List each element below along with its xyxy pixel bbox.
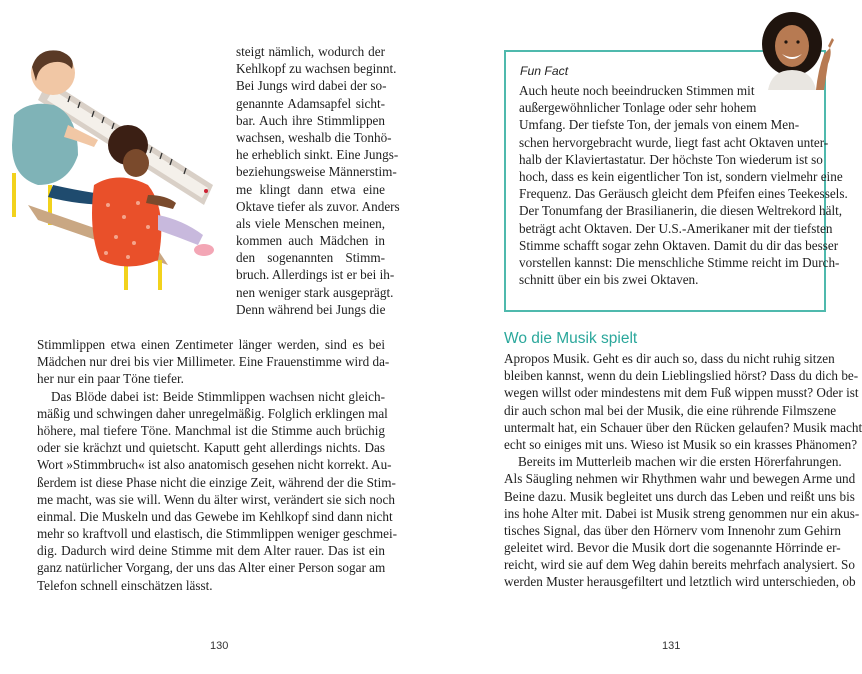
page-number: 130	[210, 640, 229, 652]
text-line: ßerdem ist diese Phase nicht die einzige Zeit, während der die Stim-	[37, 474, 396, 490]
text-line: steigt nämlich, wodurch der	[236, 44, 385, 59]
text-line: Mädchen nur drei bis vier Millimeter. Eine Frauenstimme wird da-	[37, 354, 390, 370]
fun-fact-text	[519, 82, 848, 288]
text-line: als viele Menschen meinen,	[236, 215, 385, 231]
text-line: geleitet wird. Bevor die Musik dort die sogenannte Hörrinde er-	[504, 540, 841, 556]
text-line: ins hohe Alter mit. Dabei ist Musik streng genommen nur ein akus-	[504, 505, 860, 521]
text-line: Telefon schnell einschätzen lässt.	[37, 577, 213, 593]
text-line: Bereits im Mutterleib machen wir die ersten Hörerfahrungen.	[518, 454, 842, 470]
text-line: Das Blöde dabei ist: Beide Stimmlippen wachsen nicht gleich-	[51, 388, 385, 404]
text-line: bleiben kannst, wenn du dein Lieblingslied hörst? Dass du dich be-	[504, 368, 859, 384]
text-line: Bei Jungs wird dabei der so-	[236, 78, 387, 94]
text-line: Beine dazu. Musik begleitet uns durch das Leben und reißt uns bis	[504, 488, 855, 504]
text-line: he erheblich sinkt. Eine Jungs-	[236, 147, 399, 163]
section-heading: Wo die Musik spielt	[504, 330, 638, 347]
text-line: wegen willst oder mindestens mit dem Fuß wippen musst? Oder ist	[504, 385, 859, 401]
text-line: genannte Adamsapfel sicht-	[236, 95, 385, 111]
text-line: untermalt hat, ein Schauer über den Rücken gelaufen? Musik macht	[504, 419, 862, 435]
text-line: werden Muster herausgefiltert und letztlich wird unterschieden, ob	[504, 574, 856, 590]
text-line: vorstellen kannst: Die menschliche Stimme reicht im Durch-	[519, 254, 840, 270]
text-line: ganz natürlicher Vorgang, der uns das Alter einer Person sogar am	[37, 560, 386, 576]
text-line: bar. Auch ihre Stimmlippen	[236, 112, 385, 128]
text-line: me klingt dann etwa eine	[236, 181, 385, 197]
text-line: dig. Dadurch wird deine Stimme mit dem Alter rauer. Das ist ein	[37, 543, 385, 559]
text-line: dir auch schon mal bei der Musik, die eine rührende Filmszene	[504, 402, 837, 418]
right-body-text	[504, 350, 862, 591]
text-line: Kehlkopf zu wachsen beginnt.	[236, 61, 397, 77]
fun-fact-title: Fun Fact	[520, 64, 569, 78]
text-line: bruch. Allerdings ist er bei ih-	[236, 267, 395, 283]
text-line: beträgt acht Oktaven. Der U.S.-Amerikaner mit der tiefsten	[519, 220, 833, 236]
woman-portrait-illustration	[758, 10, 838, 90]
wrapped-text-column	[236, 43, 400, 318]
text-line: Auch heute noch beeindrucken Stimmen mit	[519, 83, 755, 98]
text-line: kommen auch Mädchen in	[236, 233, 385, 249]
text-line: den sogenannten Stimm-	[236, 250, 385, 266]
text-line: hoch, dass es kein eigentlicher Ton ist, sondern vielmehr eine	[519, 168, 843, 184]
text-line: Stimmlippen etwa einen Zentimeter länger werden, sind es bei	[37, 337, 385, 352]
text-line: tisches Signal, das über den Hörnerv vom Innenohr zum Gehirn	[504, 522, 841, 538]
page-number: 131	[662, 640, 681, 652]
text-line: me macht, was sie will. Wenn du älter wirst, verändert sie sich noch	[37, 491, 395, 507]
text-line: reicht, wird sie auf dem Weg dahin bereits mehrfach analysiert. So	[504, 557, 855, 573]
text-line: mäßig und schwingen daher unregelmäßig. Folglich erklingen mal	[37, 405, 388, 421]
text-line: einmal. Die Muskeln und das Gewebe im Kehlkopf sind dann nicht	[37, 508, 393, 524]
text-line: schnitt über ein bis zwei Oktaven.	[519, 272, 699, 288]
text-line: Apropos Musik. Geht es dir auch so, dass du nicht ruhig sitzen	[504, 351, 835, 366]
text-line: mehr so kraftvoll und elastisch, die Stimmlippen weniger geschmei-	[37, 526, 398, 542]
text-line: schen hervorgebracht wurde, liegt fast acht Oktaven unter-	[519, 134, 829, 150]
text-line: Als Säugling nehmen wir Rhythmen wahr und bewegen Arme und	[504, 471, 856, 487]
right-page	[422, 0, 862, 674]
text-line: außergewöhnlicher Tonlage oder sehr hohem	[519, 100, 757, 116]
text-line: oder sie krächzt und quietscht. Kaputt geht allerdings nichts. Das	[37, 440, 385, 456]
text-line: höhere, mal tiefere Töne. Manchmal ist die Stimme auch brüchig	[37, 422, 385, 438]
left-body-text	[37, 336, 398, 594]
text-line: beziehungsweise Männerstim-	[236, 164, 397, 180]
text-line: nen weniger stark ausgeprägt.	[236, 284, 394, 300]
text-line: Der Tonumfang der Brasilianerin, die diesen Weltrekord hält,	[519, 203, 843, 219]
left-page	[0, 0, 421, 674]
text-line: Denn während bei Jungs die	[236, 301, 386, 317]
text-line: echt so einiges mit uns. Wieso ist Musik so ein krasses Phänomen?	[504, 436, 858, 452]
text-line: wachsen, weshalb die Tonhö-	[236, 129, 392, 145]
text-line: Stimme schafft sogar zehn Oktaven. Damit du dir das besser	[519, 237, 839, 253]
text-line: her nur ein paar Töne tiefer.	[37, 371, 184, 387]
text-line: Umfang. Der tiefste Ton, der jemals von einem Men-	[519, 117, 800, 133]
text-line: Oktave tiefer als zuvor. Anders	[236, 198, 400, 214]
piano-illustration	[8, 45, 230, 293]
text-line: Wort »Stimmbruch« ist also anatomisch gesehen nicht korrekt. Au-	[37, 457, 392, 473]
text-line: halb der Klaviertastatur. Der höchste Ton wiederum ist so	[519, 151, 823, 167]
text-line: Frequenz. Das Geräusch gleicht dem Pfeifen eines Teekessels.	[519, 186, 848, 202]
